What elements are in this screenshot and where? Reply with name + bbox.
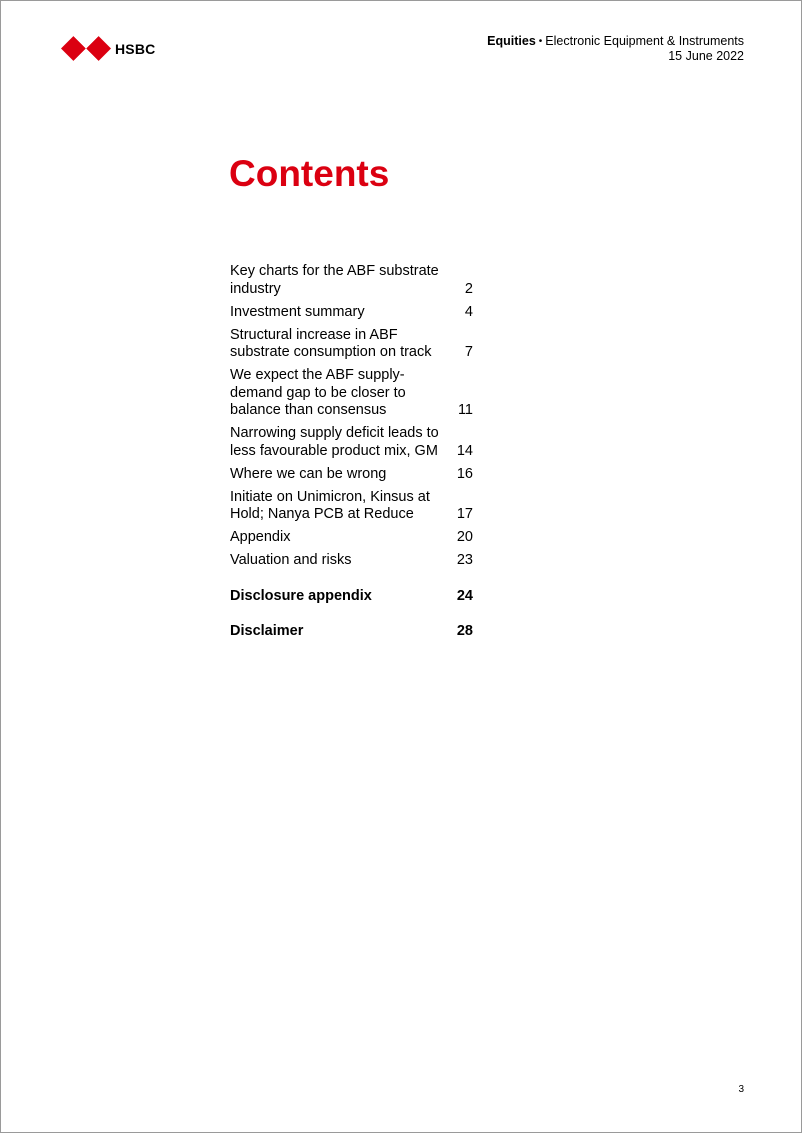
header-bullet: • xyxy=(538,36,543,47)
toc-entry-page: 28 xyxy=(456,623,473,639)
toc-entry-page: 11 xyxy=(457,402,473,418)
logo-text: HSBC xyxy=(115,40,156,57)
toc-entry-initiate-coverage[interactable] xyxy=(230,489,473,524)
toc-entry-page: 23 xyxy=(456,552,473,568)
toc-entry-page: 20 xyxy=(456,529,473,545)
header-section: Equities xyxy=(487,34,536,48)
report-header xyxy=(487,34,744,64)
toc-entry-text: Structural increase in ABF substrate consumption on track xyxy=(230,326,432,360)
toc-entry-page: 24 xyxy=(456,587,473,604)
header-date: 15 June 2022 xyxy=(668,49,744,63)
hsbc-hexagon-icon xyxy=(61,36,111,61)
toc-entry-text: Key charts for the ABF substrate industry xyxy=(230,263,439,297)
toc-entry-valuation-and-risks[interactable] xyxy=(230,552,473,570)
toc-entry-text: Disclosure appendix xyxy=(230,587,372,604)
toc-entry-disclosure-appendix[interactable] xyxy=(230,588,473,606)
toc-entry-key-charts[interactable] xyxy=(230,263,473,298)
page-number: 3 xyxy=(738,1084,744,1095)
header-sector: Electronic Equipment & Instruments xyxy=(545,34,744,48)
page-title: Contents xyxy=(229,153,390,194)
table-of-contents xyxy=(230,263,473,646)
hsbc-logo xyxy=(61,36,155,61)
toc-entry-disclaimer[interactable] xyxy=(230,623,473,641)
toc-entry-page: 2 xyxy=(464,280,473,297)
toc-entry-appendix[interactable] xyxy=(230,529,473,547)
toc-entry-page: 4 xyxy=(464,303,473,320)
toc-entry-investment-summary[interactable] xyxy=(230,304,473,322)
toc-entry-page: 16 xyxy=(456,465,473,482)
toc-entry-text: We expect the ABF supply-demand gap to be closer to balance than consensus xyxy=(230,367,406,418)
toc-entry-page: 14 xyxy=(456,442,473,459)
toc-entry-text: Valuation and risks xyxy=(230,552,352,568)
toc-entry-text: Narrowing supply deficit leads to less favourable product mix, GM xyxy=(230,425,439,459)
toc-entry-narrowing-supply-deficit[interactable] xyxy=(230,425,473,460)
toc-entry-where-we-can-be-wrong[interactable] xyxy=(230,466,473,484)
toc-entry-text: Investment summary xyxy=(230,303,365,320)
toc-entry-structural-increase[interactable] xyxy=(230,327,473,362)
toc-entry-supply-demand-gap[interactable] xyxy=(230,367,473,420)
toc-entry-text: Appendix xyxy=(230,529,291,545)
toc-entry-text: Disclaimer xyxy=(230,623,304,639)
header-line-1 xyxy=(487,34,744,49)
toc-entry-text: Where we can be wrong xyxy=(230,465,387,482)
toc-entry-page: 7 xyxy=(464,344,473,360)
toc-entry-page: 17 xyxy=(456,506,473,522)
toc-entry-text: Initiate on Unimicron, Kinsus at Hold; Nanya PCB at Reduce xyxy=(230,488,430,522)
